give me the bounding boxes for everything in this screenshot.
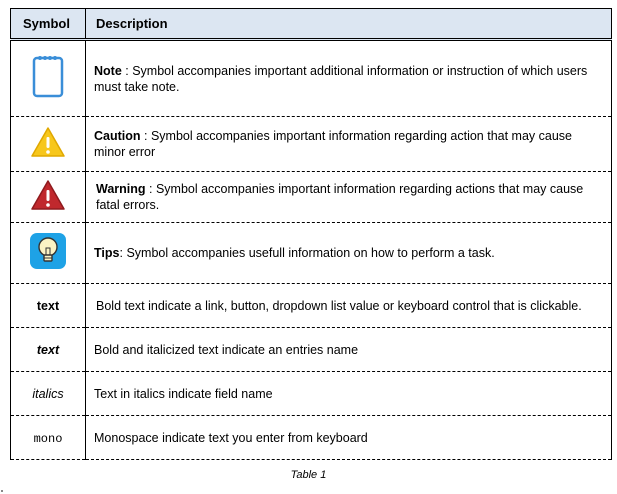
table-row [11, 284, 612, 328]
separator: : [140, 129, 151, 143]
table-row [11, 172, 612, 223]
description-cell [86, 284, 612, 328]
description-text: Bold and italicized text indicate an entries name [94, 342, 359, 357]
keyword: Tips [94, 246, 120, 260]
description-text: Monospace indicate text you enter from keyboard [94, 430, 368, 445]
symbol-cell [11, 223, 86, 284]
description-text: Symbol accompanies important additional information or instruction of which users must take note. [94, 63, 588, 94]
symbol-cell [11, 416, 86, 460]
symbol-cell [11, 372, 86, 416]
description-text: Symbol accompanies important information regarding actions that may cause fatal errors. [96, 182, 584, 212]
separator: : [145, 182, 156, 196]
keyword: Warning [96, 182, 146, 196]
description-cell [86, 372, 612, 416]
table-row [11, 40, 612, 117]
table-row [11, 223, 612, 284]
table-row [11, 416, 612, 460]
lightbulb-icon [29, 232, 67, 270]
symbol-cell [11, 40, 86, 117]
table-header-row [11, 9, 612, 40]
separator: : [119, 246, 127, 260]
description-text: Bold text indicate a link, button, dropdown list value or keyboard control that is clickable. [96, 298, 582, 313]
table-caption: Table 1 [290, 469, 327, 481]
symbol-cell [11, 172, 86, 223]
bold-text-sample: text [36, 298, 60, 313]
italic-text-sample: italics [32, 386, 64, 401]
separator: : [121, 63, 133, 78]
description-text: Symbol accompanies important information regarding action that may cause minor error [94, 129, 572, 159]
description-cell [86, 223, 612, 284]
table-row [11, 328, 612, 372]
caution-icon [30, 126, 66, 158]
notepad-icon [31, 53, 65, 99]
bold-italic-text-sample: text [36, 342, 60, 357]
table-row [11, 117, 612, 172]
header-description: Description [86, 9, 612, 40]
description-cell [86, 416, 612, 460]
symbol-cell [11, 284, 86, 328]
keyword: Caution [94, 129, 141, 143]
header-symbol: Symbol [11, 9, 86, 40]
table-row [11, 372, 612, 416]
symbol-table [10, 8, 612, 460]
symbol-cell [11, 328, 86, 372]
warning-icon [30, 179, 66, 211]
description-cell [86, 40, 612, 117]
mono-text-sample: mono [33, 431, 63, 446]
stray-dot [1, 490, 3, 492]
description-text: Symbol accompanies usefull information on how to perform a task. [126, 246, 495, 260]
description-cell [86, 172, 612, 223]
description-cell [86, 117, 612, 172]
description-text: Text in italics indicate field name [94, 386, 273, 401]
symbol-cell [11, 117, 86, 172]
description-cell [86, 328, 612, 372]
keyword: Note [94, 63, 122, 78]
